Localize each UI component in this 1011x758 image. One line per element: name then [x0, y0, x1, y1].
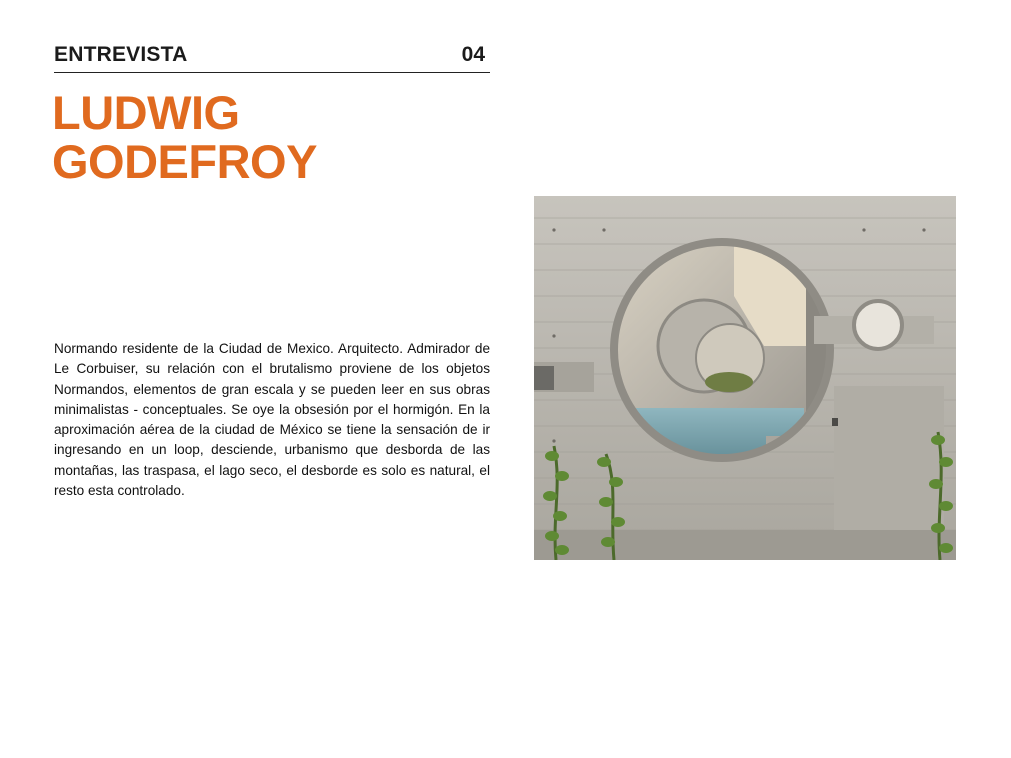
page-number: 04: [461, 43, 485, 66]
title-line-1: LUDWIG: [52, 86, 240, 139]
section-label: ENTREVISTA: [54, 43, 188, 66]
page-title: [52, 88, 317, 186]
page-header: [54, 42, 490, 73]
title-line-2: GODEFROY: [52, 135, 317, 188]
architecture-photo: [534, 196, 956, 560]
body-paragraph: Normando residente de la Ciudad de Mexico. Arquitecto. Admirador de Le Corbuiser, su relación con el brutalismo proviene de los objetos Normandos, elementos de gran escala y se pueden leer en sus obras minimalistas - conceptuales. Se oye la obsesión por el hormigón. En la aproximación aérea de la ciudad de México se tiene la sensación de ir ingresando en un loop, desciende, urbanismo que desborda de las montañas, las traspasa, el lago seco, el desborde es solo es natural, el resto esta controlado.: [54, 341, 490, 499]
